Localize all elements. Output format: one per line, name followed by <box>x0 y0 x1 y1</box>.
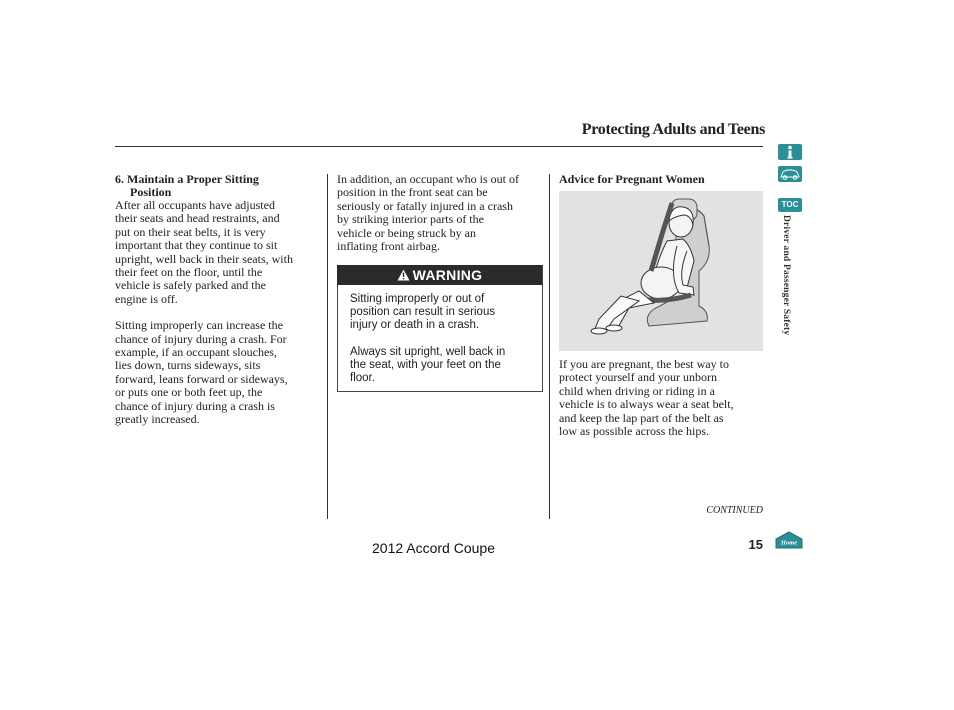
pregnant-woman-illustration <box>559 191 763 351</box>
section-tab-label: Driver and Passenger Safety <box>781 215 791 336</box>
model-name: 2012 Accord Coupe <box>372 540 495 556</box>
home-button[interactable] <box>775 531 803 549</box>
continued-label: CONTINUED <box>706 505 763 516</box>
section-heading: Advice for Pregnant Women <box>559 172 705 186</box>
header-rule <box>115 146 763 147</box>
seated-woman-image <box>559 191 763 351</box>
column-divider <box>327 174 328 519</box>
warning-text: Sitting improperly or out of position can result in serious injury or death in a crash. Always sit upright, well back in the seat, with your feet on the floor. <box>350 293 506 385</box>
page-title: Protecting Adults and Teens <box>581 121 765 138</box>
info-index-button[interactable] <box>778 144 802 160</box>
paragraph: If you are pregnant, the best way to protect yourself and your unborn child when driving or riding in a vehicle is to always wear a seat belt, and keep the lap part of the belt as low as possible across the hips. <box>559 357 734 439</box>
info-icon <box>778 144 802 160</box>
home-icon <box>775 531 803 549</box>
paragraph: In addition, an occupant who is out of position in the front seat can be seriously or fatally injured in a crash by striking interior parts of the vehicle or being struck by an inflating front airbag. <box>337 172 519 254</box>
column-divider <box>549 174 550 519</box>
paragraph: After all occupants have adjusted their seats and head restraints, and put on their seat belts, it is very important that they continue to sit upright, well back in their seats, with their feet on the floor, until the vehicle is safely parked and the engine is off. <box>115 198 293 306</box>
car-icon <box>778 166 802 182</box>
paragraph: Sitting improperly can increase the chance of injury during a crash. For example, if an occupant slouches, lies down, turns sideways, sits forward, leans forward or sideways, or puts one or both feet up, the chance of injury during a crash is greatly increased. <box>115 318 288 427</box>
car-index-button[interactable] <box>778 166 802 182</box>
warning-triangle-icon <box>397 269 410 281</box>
warning-header <box>337 265 542 285</box>
section-heading: 6. Maintain a Proper Sitting Position <box>115 172 259 199</box>
column-1 <box>115 173 320 427</box>
warning-label: WARNING <box>412 267 483 283</box>
page-number: 15 <box>748 537 763 552</box>
toc-button[interactable]: TOC <box>778 198 802 212</box>
home-label: Home <box>780 539 798 547</box>
